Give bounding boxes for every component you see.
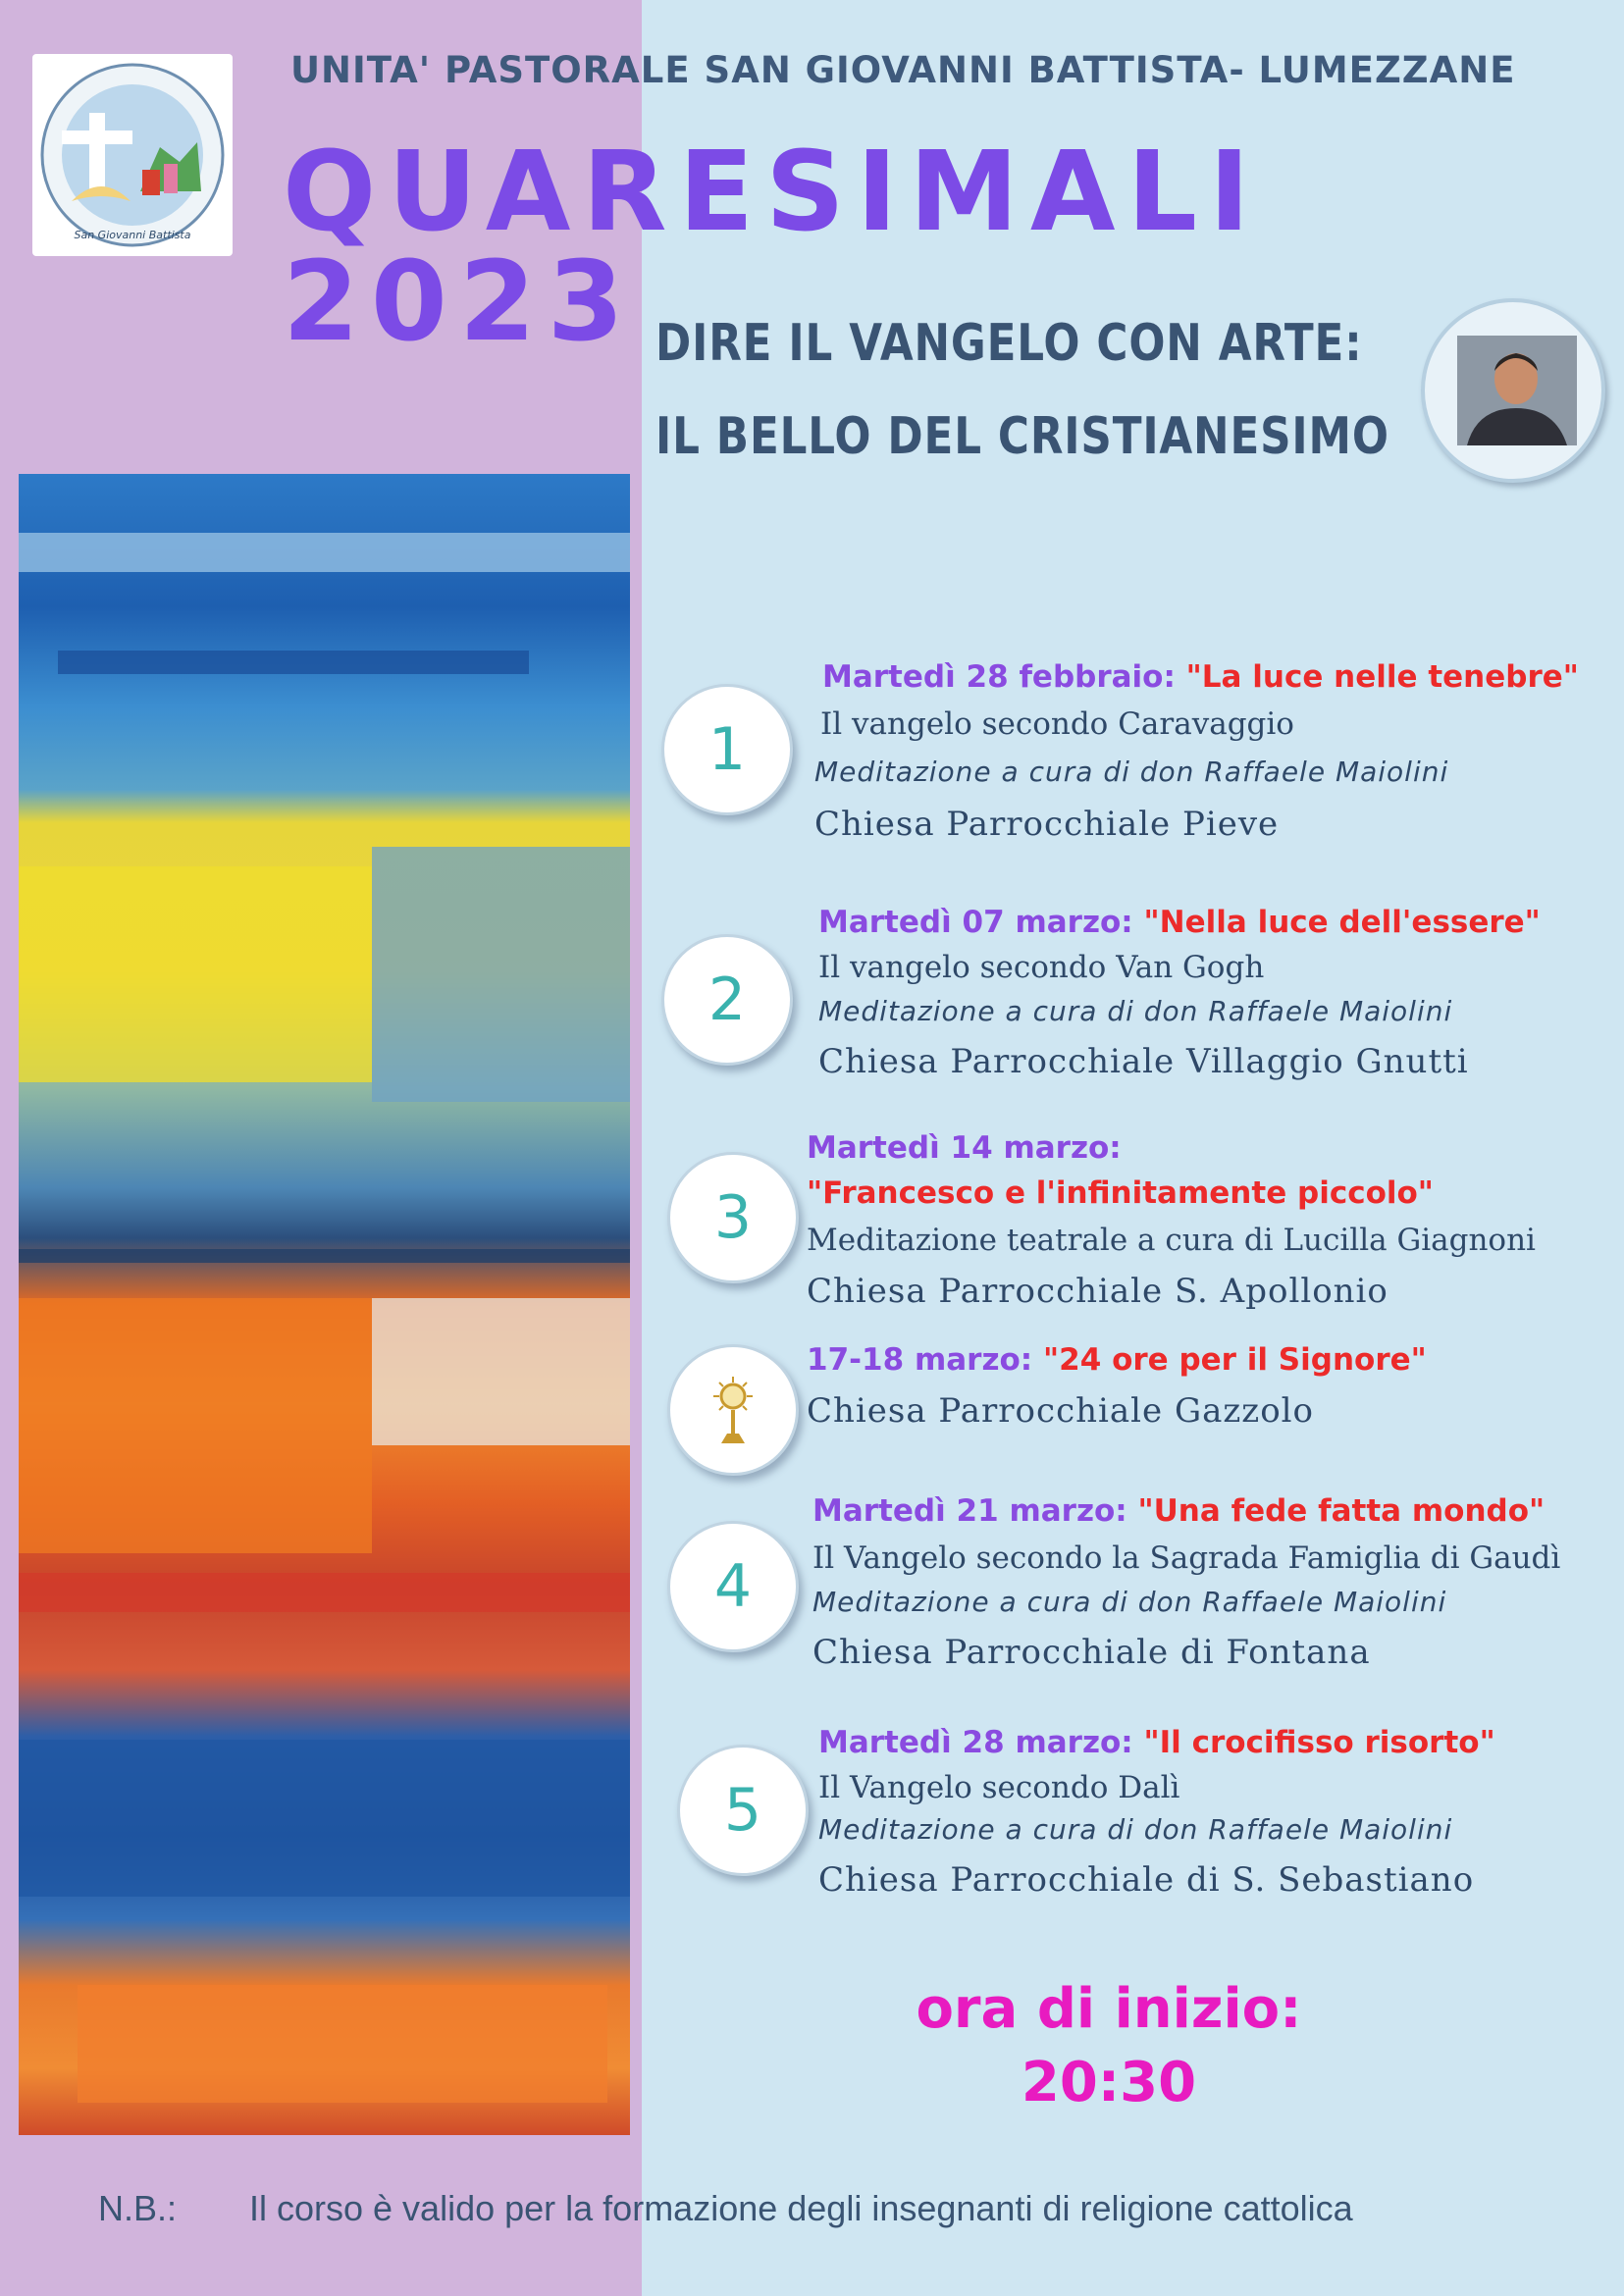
event-date-text: 17-18 marzo: [807, 1342, 1043, 1378]
subtitle-line-1: DIRE IL VANGELO CON ARTE: [655, 314, 1363, 373]
page-title: QUARESIMALI 2023 [283, 129, 1262, 366]
speaker-portrait [1457, 336, 1577, 445]
note-label: N.B.: [98, 2188, 178, 2228]
event-number-badge: 4 [667, 1521, 799, 1652]
event-location: Chiesa Parrocchiale di Fontana [812, 1633, 1371, 1672]
event-location: Chiesa Parrocchiale Pieve [814, 805, 1280, 844]
event-speaker: Meditazione a cura di don Raffaele Maiolini [812, 1586, 1447, 1618]
event-speaker: Meditazione a cura di don Raffaele Maiolini [818, 995, 1453, 1027]
event-number-badge: 3 [667, 1152, 799, 1283]
event-date-text: Martedì 07 marzo: [818, 905, 1144, 940]
event-description: Il vangelo secondo Caravaggio [820, 706, 1294, 742]
event-date-text: Martedì 28 marzo: [818, 1725, 1144, 1760]
event-date [807, 1342, 1427, 1378]
event-speaker: Meditazione a cura di don Raffaele Maiolini [814, 756, 1449, 788]
event-date-text: Martedì 14 marzo: [807, 1130, 1122, 1166]
event-number-badge: 5 [677, 1745, 809, 1876]
event-location: Chiesa Parrocchiale di S. Sebastiano [818, 1860, 1475, 1900]
event-description: Il vangelo secondo Van Gogh [818, 950, 1265, 985]
parish-logo [32, 54, 233, 256]
event-description: Il Vangelo secondo la Sagrada Famiglia di Gaudì [812, 1540, 1561, 1576]
event-date-text: Martedì 28 febbraio: [822, 659, 1186, 695]
event-topic: "Francesco e l'infinitamente piccolo" [807, 1175, 1434, 1211]
event-location: Chiesa Parrocchiale Villaggio Gnutti [818, 1042, 1469, 1081]
event-date-text: Martedì 21 marzo: [812, 1493, 1138, 1529]
event-location: Chiesa Parrocchiale Gazzolo [807, 1391, 1315, 1431]
event-topic: "Il crocifisso risorto" [1143, 1725, 1495, 1760]
event-number-badge: 2 [661, 934, 793, 1066]
event-topic: "Una fede fatta mondo" [1137, 1493, 1545, 1529]
event-speaker: Meditazione a cura di don Raffaele Maiolini [818, 1813, 1453, 1846]
event-date [818, 1725, 1495, 1760]
event-number-badge: 1 [661, 684, 793, 815]
event-topic: "24 ore per il Signore" [1042, 1342, 1427, 1378]
event-marker-badge [667, 1344, 799, 1476]
organization-heading: UNITA' PASTORALE SAN GIOVANNI BATTISTA- LUMEZZANE [290, 49, 1516, 91]
event-description: Il Vangelo secondo Dalì [818, 1770, 1180, 1805]
event-date [818, 905, 1541, 940]
abstract-painting-image [19, 474, 630, 2135]
event-location: Chiesa Parrocchiale S. Apollonio [807, 1272, 1388, 1311]
event-date [807, 1130, 1122, 1166]
event-topic: "Nella luce dell'essere" [1143, 905, 1541, 940]
event-description: Meditazione teatrale a cura di Lucilla Giagnoni [807, 1223, 1536, 1258]
monstrance-icon [709, 1375, 757, 1445]
event-topic: "La luce nelle tenebre" [1185, 659, 1579, 695]
event-date [822, 659, 1579, 695]
subtitle-line-2: IL BELLO DEL CRISTIANESIMO [655, 407, 1389, 466]
speaker-photo [1421, 298, 1605, 483]
svg-text:San Giovanni Battista: San Giovanni Battista [74, 229, 191, 241]
event-topic-line [807, 1175, 1434, 1211]
event-date [812, 1493, 1545, 1529]
start-time-label: ora di inizio: [916, 1977, 1302, 2041]
start-time-value: 20:30 [1021, 2051, 1197, 2114]
note-text: Il corso è valido per la formazione degli insegnanti di religione cattolica [249, 2188, 1353, 2228]
